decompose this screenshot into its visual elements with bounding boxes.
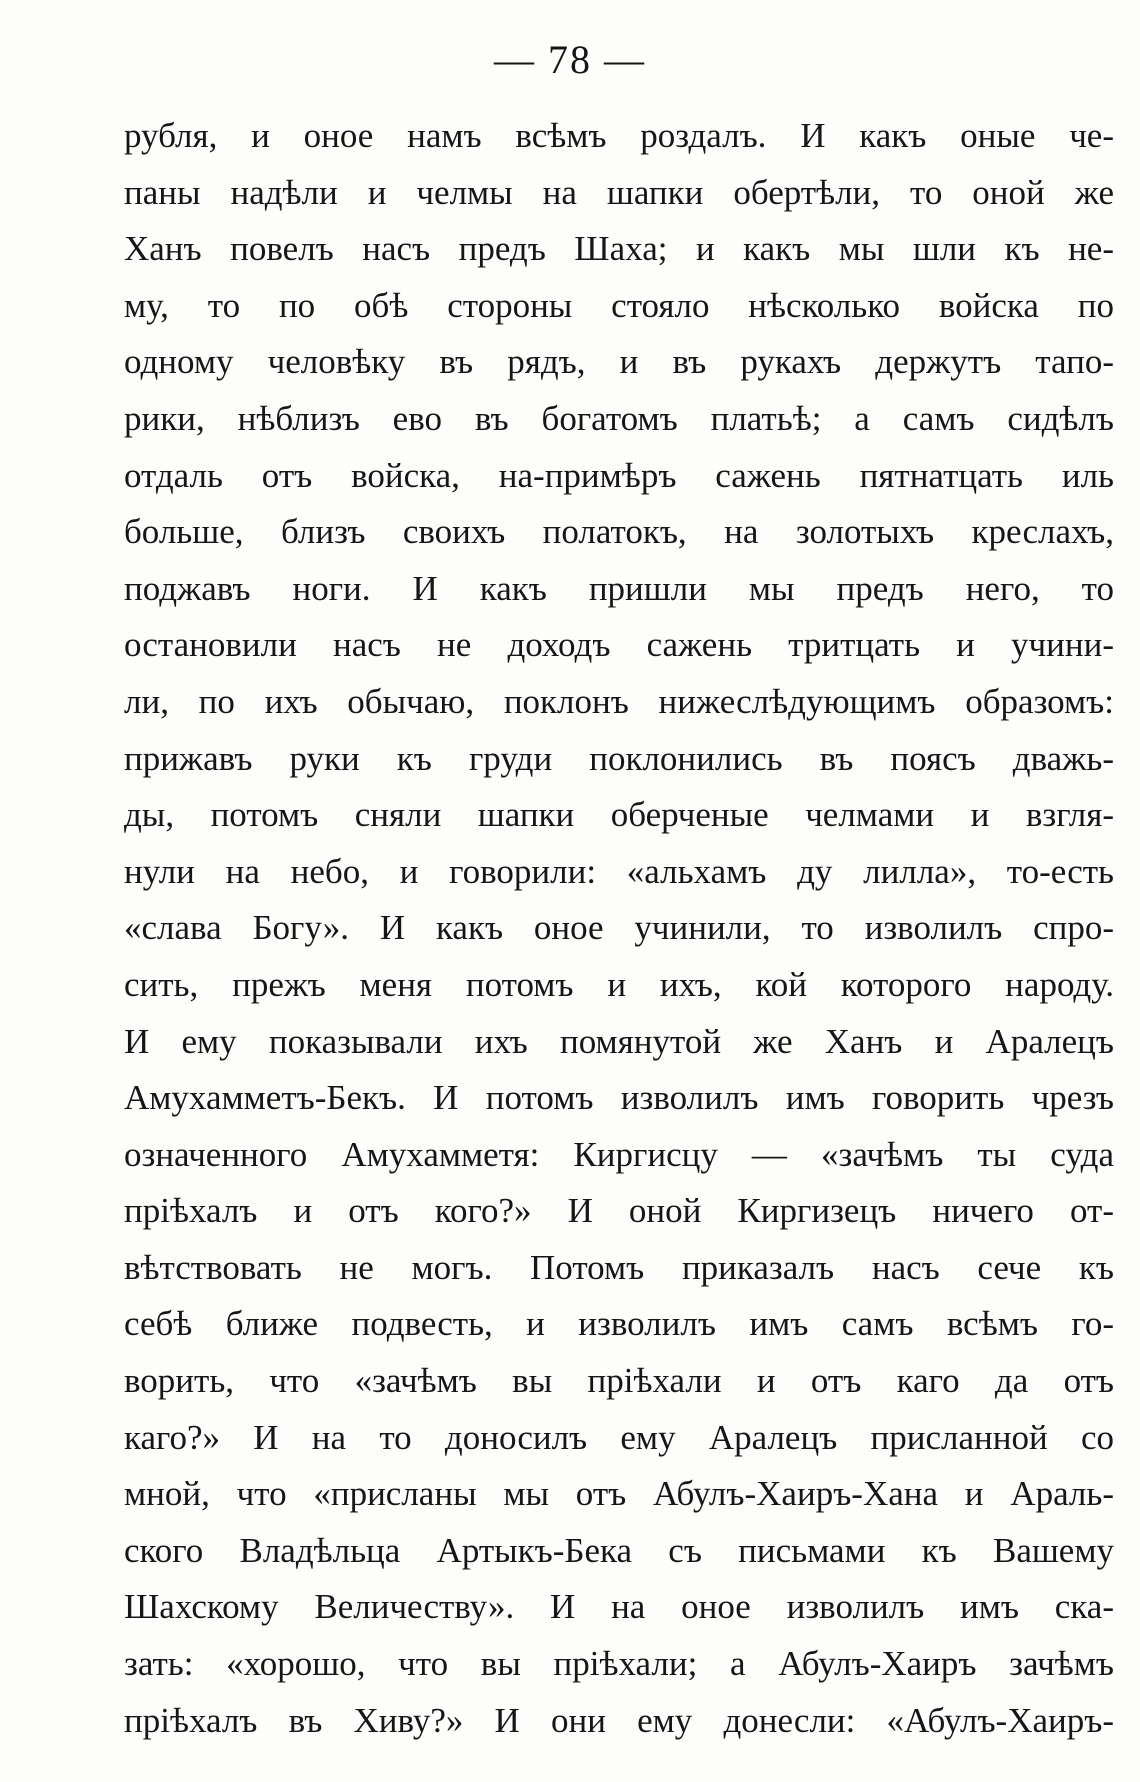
text-line: больше, близъ своихъ полатокъ, на золотыхъ креслахъ, (124, 512, 1114, 552)
text-line: ворить, что «зачѣмъ вы пріѣхали и отъ каго да отъ (124, 1361, 1114, 1401)
text-line: отдаль отъ войска, на-примѣръ сажень пятнатцать иль (124, 455, 1114, 495)
text-line: поджавъ ноги. И какъ пришли мы предъ него, то (124, 568, 1114, 608)
text-line: «слава Богу». И какъ оное учинили, то изволилъ спро- (124, 908, 1114, 948)
text-line: означенного Амухамметя: Киргисцу — «зачѣмъ ты суда (124, 1134, 1114, 1174)
text-line: пріѣхалъ и отъ кого?» И оной Киргизецъ ничего от- (124, 1191, 1114, 1231)
text-line: Шахскому Величеству». И на оное изволилъ имъ ска- (124, 1587, 1114, 1627)
text-line: вѣтствовать не могъ. Потомъ приказалъ насъ сече къ (124, 1247, 1114, 1287)
text-line: одному человѣку въ рядъ, и въ рукахъ держутъ тапо- (124, 342, 1114, 382)
text-line: пріѣхалъ въ Хиву?» И они ему донесли: «Абулъ-Хаиръ- (124, 1700, 1114, 1740)
text-line: И ему показывали ихъ помянутой же Ханъ и Аралецъ (124, 1021, 1114, 1061)
text-line: ского Владѣльца Артыкъ-Бека съ письмами къ Вашему (124, 1530, 1114, 1570)
text-line: нули на небо, и говорили: «альхамъ ду лилла», то-есть (124, 851, 1114, 891)
page-number: — 78 — (494, 37, 646, 82)
text-line: мной, что «присланы мы отъ Абулъ-Хаиръ-Хана и Араль- (124, 1474, 1114, 1514)
text-line: ды, потомъ сняли шапки оберченые челмами и взгля- (124, 795, 1114, 835)
text-line: сить, прежъ меня потомъ и ихъ, кой которого народу. (124, 964, 1114, 1004)
text-line: каго?» И на то доносилъ ему Аралецъ присланной со (124, 1417, 1114, 1457)
text-line: рубля, и оное намъ всѣмъ роздалъ. И какъ оные че- (124, 116, 1114, 155)
text-line: остановили насъ не доходъ сажень тритцать и учини- (124, 625, 1114, 665)
text-line: му, то по обѣ стороны стояло нѣсколько войска по (124, 285, 1114, 325)
text-line: Амухамметъ-Бекъ. И потомъ изволилъ имъ говорить чрезъ (124, 1078, 1114, 1118)
text-line: прижавъ руки къ груди поклонились въ поясъ дважь- (124, 738, 1114, 778)
text-line: зать: «хорошо, что вы пріѣхали; а Абулъ-Хаиръ зачѣмъ (124, 1644, 1114, 1684)
text-line: Ханъ повелъ насъ предъ Шаха; и какъ мы шли къ не- (124, 229, 1114, 269)
text-line: паны надѣли и челмы на шапки обертѣли, то оной же (124, 172, 1114, 212)
text-line: ли, по ихъ обычаю, поклонъ нижеслѣдующимъ образомъ: (124, 681, 1114, 721)
body-text (124, 108, 1114, 1749)
text-line: себѣ ближе подвесть, и изволилъ имъ самъ всѣмъ го- (124, 1304, 1114, 1344)
text-line: рики, нѣблизъ ево въ богатомъ платьѣ; а самъ сидѣлъ (124, 398, 1114, 438)
